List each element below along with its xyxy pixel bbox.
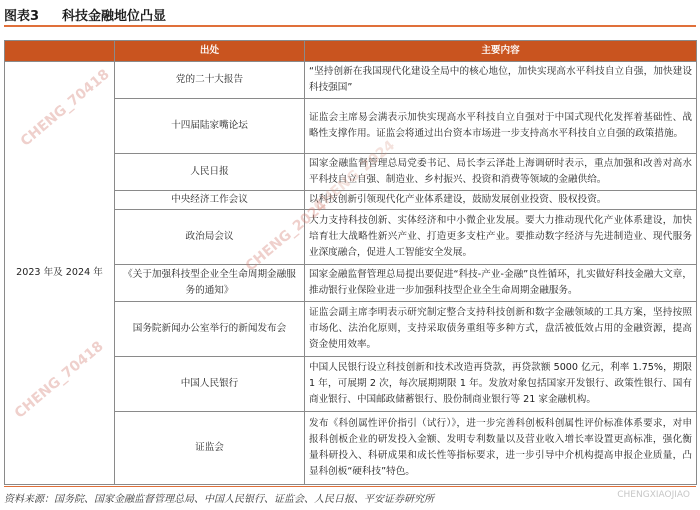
source-cell: 《关于加强科技型企业全生命周期金融服务的通知》 [115, 265, 305, 302]
content-cell: “坚持创新在我国现代化建设全局中的核心地位，加快实现高水平科技自立自强，加快建设科技强国” [305, 62, 697, 99]
header-blank [5, 41, 115, 62]
content-cell: 国家金融监督管理总局党委书记、局长李云泽赴上海调研时表示，重点加强和改善对高水平科技自立自强、制造业、乡村振兴、投资和消费等领域的金融供给。 [305, 154, 697, 191]
source-cell: 党的二十大报告 [115, 62, 305, 99]
figure-number: 图表3 [4, 8, 40, 24]
content-cell: 发布《科创属性评价指引（试行）》，进一步完善科创板科创属性评价标准体系要求，对申报科创板企业的研发投入金额、发明专利数量以及营业收入增长率设置更高标准，强化衡量科研投入、科研成果和成长性等指标要求，进一步引导中介机构提高申报企业质量，凸显科创板“硬科技”特色。 [305, 412, 697, 485]
source-cell: 中国人民银行 [115, 357, 305, 412]
content-cell: 以科技创新引领现代化产业体系建设，鼓励发展创业投资、股权投资。 [305, 191, 697, 210]
figure-caption [4, 3, 696, 25]
source-cell: 十四届陆家嘴论坛 [115, 99, 305, 154]
source-footnote: 资料来源：国务院、国家金融监督管理总局、中国人民银行、证监会、人民日报、平安证券研究所 [4, 486, 696, 504]
policy-table [4, 40, 697, 485]
content-cell: 证监会主席易会满表示加快实现高水平科技自立自强对于中国式现代化发挥着基础性、战略性支撑作用。证监会将通过出台资本市场进一步支持高水平科技自立自强的政策措施。 [305, 99, 697, 154]
content-cell: 中国人民银行设立科技创新和技术改造再贷款，再贷款额 5000 亿元，利率 1.75%，期限 1 年，可展期 2 次，每次展期期限 1 年。发放对象包括国家开发银行、政策性银行、国有商业银行、中国邮政储蓄银行、股份制商业银行等 21 家金融机构。 [305, 357, 697, 412]
watermark: CHENG_70418 [11, 338, 107, 422]
content-cell: 证监会副主席李明表示研究制定整合支持科技创新和数字金融领域的工具方案，坚持按照市场化、法治化原则，支持采取债务重组等多种方式，盘活被低效占用的金融资源，提高资金使用效率。 [305, 302, 697, 357]
source-cell: 中央经济工作会议 [115, 191, 305, 210]
year-cell: 2023 年及 2024 年 [5, 62, 115, 485]
caption-rule [4, 25, 696, 27]
table-row [5, 62, 697, 99]
source-cell: 证监会 [115, 412, 305, 485]
table-header-row [5, 41, 697, 62]
watermark: CHENG_2024 [310, 137, 399, 215]
watermark: CHENGXIAOJIAO [617, 490, 690, 500]
source-cell: 人民日报 [115, 154, 305, 191]
header-source: 出处 [115, 41, 305, 62]
content-cell: 大力支持科技创新、实体经济和中小微企业发展。要大力推动现代化产业体系建设，加快培育壮大战略性新兴产业、打造更多支柱产业。要推动数字经济与先进制造业、现代服务业深度融合，促进人工智能安全发展。 [305, 210, 697, 265]
content-cell: 国家金融监督管理总局提出要促进“科技-产业-金融”良性循环，扎实做好科技金融大文章，推动银行业保险业进一步加强科技型企业全生命周期金融服务。 [305, 265, 697, 302]
watermark: CHENG_70418 [17, 66, 113, 150]
source-cell: 政治局会议 [115, 210, 305, 265]
source-cell: 国务院新闻办公室举行的新闻发布会 [115, 302, 305, 357]
watermark: CHENG_2024 [242, 197, 331, 275]
figure-title: 科技金融地位凸显 [62, 8, 167, 24]
header-content: 主要内容 [305, 41, 697, 62]
